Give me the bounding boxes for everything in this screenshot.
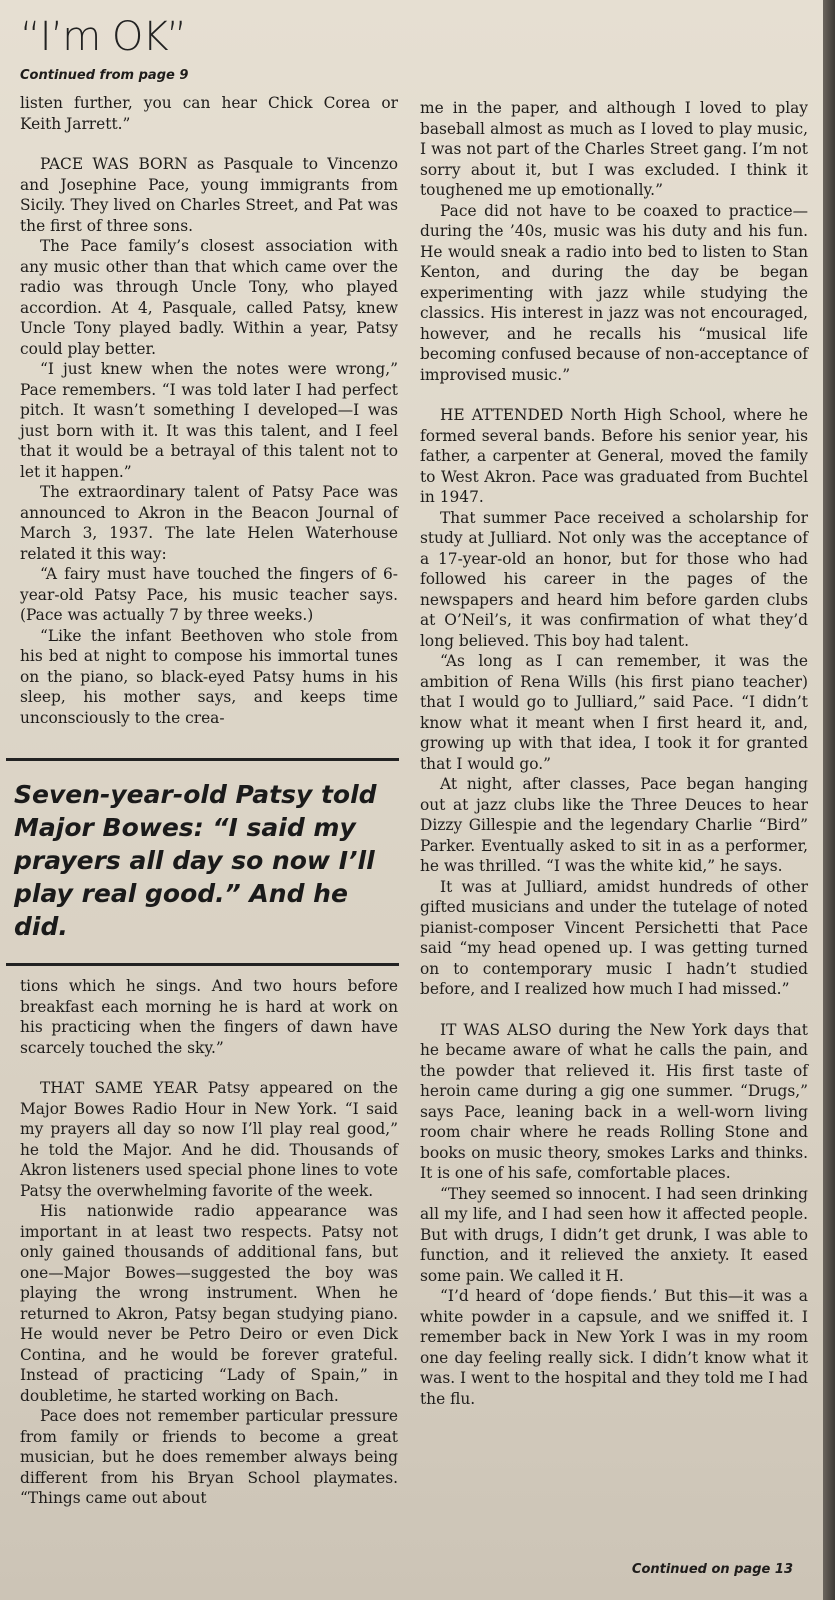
paragraph: listen further, you can hear Chick Corea or Keith Jarrett.” <box>20 94 398 133</box>
headline: “I’m OK” <box>20 14 187 60</box>
column-1-top <box>20 93 398 728</box>
column-2 <box>420 98 808 1409</box>
paragraph: tions which he sings. And two hours before breakfast each morning he is hard at work on his practicing when the fingers of dawn have scarcely touched the sky.” <box>20 977 398 1057</box>
paragraph: “A fairy must have touched the fingers of 6-year-old Patsy Pace, his music teacher says. (Pace was actually 7 by three weeks.) <box>20 565 398 624</box>
page-edge-shadow <box>823 0 835 1600</box>
pull-quote: Seven-year-old Patsy told Major Bowes: “I said my prayers all day so now I’ll play real good.” And he did. <box>14 780 377 941</box>
paragraph: “I just knew when the notes were wrong,” Pace remembers. “I was told later I had perfect pitch. It wasn’t something I developed—I was just born with it. It was this talent, and I feel that it would be a betrayal of this talent not to let it happen.” <box>20 360 398 481</box>
paragraph: His nationwide radio appearance was important in at least two respects. Patsy not only gained thousands of additional fans, but one—Major Bowes—suggested the boy was playing the wrong instrument. When he returned to Akron, Patsy began studying piano. He would never be Petro Deiro or even Dick Contina, and he would be forever grateful. Instead of practicing “Lady of Spain,” in doubletime, he started working on Bach. <box>20 1202 398 1405</box>
paragraph: It was at Julliard, amidst hundreds of other gifted musicians and under the tutelage of noted pianist-composer Vincent Persichetti that Pace said “my head opened up. I was getting turned on to contemporary music I hadn’t studied before, and I realized how much I had missed.” <box>420 877 808 998</box>
paragraph: PACE WAS BORN as Pasquale to Vincenzo and Josephine Pace, young immigrants from Sicily. They lived on Charles Street, and Pat was the first of three sons. <box>20 155 398 235</box>
paragraph: The Pace family’s closest association with any music other than that which came over the radio was through Uncle Tony, who played accordion. At 4, Pasquale, called Patsy, knew Uncle Tony played badly. Within a year, Patsy could play better. <box>20 237 398 358</box>
paragraph: The extraordinary talent of Patsy Pace was announced to Akron in the Beacon Journal of March 3, 1937. The late Helen Waterhouse related it this way: <box>20 483 398 563</box>
paragraph: That summer Pace received a scholarship for study at Julliard. Not only was the acceptance of a 17-year-old an honor, but for those who had followed his career in the pages of the newspapers and heard him before garden clubs at O’Neil’s, it was confirmation of what they’d long believed. This boy had talent. <box>420 508 808 650</box>
continued-on-label: Continued on page 13 <box>631 1562 793 1577</box>
column-1-bottom <box>20 976 398 1509</box>
paragraph: Pace does not remember particular pressure from family or friends to become a great musician, but he does remember always being different from his Bryan School playmates. “Things came out about <box>20 1407 398 1507</box>
paragraph: THAT SAME YEAR Patsy appeared on the Major Bowes Radio Hour in New York. “I said my prayers all day so now I’ll play real good,” he told the Major. And he did. Thousands of Akron listeners used special phone lines to vote Patsy the overwhelming favorite of the week. <box>20 1079 398 1200</box>
continued-from-label: Continued from page 9 <box>20 68 189 83</box>
paragraph: At night, after classes, Pace began hanging out at jazz clubs like the Three Deuces to hear Dizzy Gillespie and the legendary Charlie “Bird” Parker. Eventually asked to sit in as a performer, he was thrilled. “I was the white kid,” he says. <box>420 775 808 875</box>
paragraph: HE ATTENDED North High School, where he formed several bands. Before his senior year, his father, a carpenter at General, moved the family to West Akron. Pace was graduated from Buchtel in 1947. <box>420 406 808 506</box>
paragraph: “Like the infant Beethoven who stole from his bed at night to compose his immortal tunes on the piano, so black-eyed Patsy hums in his sleep, his mother says, and keeps time unconsciously to the crea- <box>20 626 398 727</box>
paragraph: Pace did not have to be coaxed to practice—during the ’40s, music was his duty and his fun. He would sneak a radio into bed to listen to Stan Kenton, and during the day be began experimenting with jazz while studying the classics. His interest in jazz was not encouraged, however, and he recalls his “musical life becoming confused because of non-acceptance of improvised music.” <box>420 201 808 384</box>
paragraph: me in the paper, and although I loved to play baseball almost as much as I loved to play music, I was not part of the Charles Street gang. I’m not sorry about it, but I was excluded. I think it toughened me up emotionally.” <box>420 99 808 199</box>
paragraph: IT WAS ALSO during the New York days that he became aware of what he calls the pain, and the powder that relieved it. His first taste of heroin came during a gig one summer. “Drugs,” says Pace, leaning back in a well-worn living room chair where he reads Rolling Stone and books on music theory, smokes Larks and thinks. It is one of his safe, comfortable places. <box>420 1020 808 1182</box>
paragraph: “I’d heard of ‘dope fiends.’ But this—it was a white powder in a capsule, and we sniffed it. I remember back in New York I was in my room one day feeling really sick. I didn’t know what it was. I went to the hospital and they told me I had the flu. <box>420 1287 808 1408</box>
pull-quote-rule-top <box>6 758 399 761</box>
pull-quote-rule-bottom <box>6 963 399 966</box>
paragraph: “They seemed so innocent. I had seen drinking all my life, and I had seen how it affected people. But with drugs, I didn’t get drunk, I was able to function, and it relieved the anxiety. It eased some pain. We called it H. <box>420 1184 808 1285</box>
paragraph: “As long as I can remember, it was the ambition of Rena Wills (his first piano teacher) that I would go to Julliard,” said Pace. “I didn’t know what it meant when I first heard it, and, growing up with that idea, I took it for granted that I would go.” <box>420 652 808 773</box>
